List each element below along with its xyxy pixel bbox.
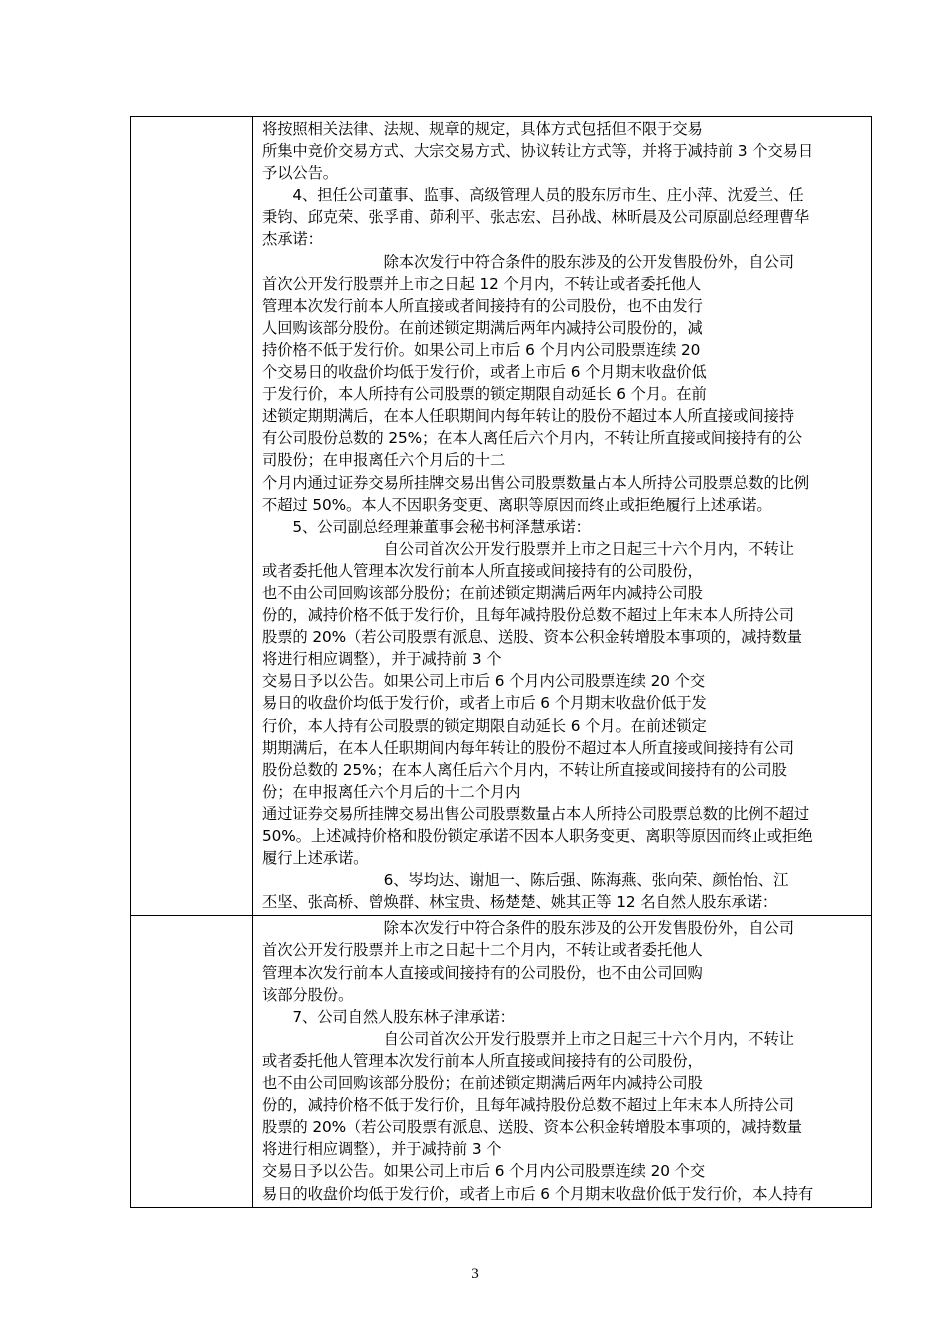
text-line: 述锁定期期满后，在本人任职期间内每年转让的股份不超过本人所直接或间接持 (262, 407, 794, 426)
label-cell (131, 916, 253, 1206)
text-line: 该部分股份。 (262, 985, 354, 1004)
text-line: 除本次发行中符合条件的股东涉及的公开发售股份外，自公司 (262, 919, 794, 938)
text-line: 有公司股份总数的 25%；在本人离任后六个月内，不转让所直接或间接持有的公 (262, 429, 802, 448)
content-cell (253, 916, 871, 1206)
text-line: 通过证券交易所挂牌交易出售公司股票数量占本人所持公司股票总数的比例不超过 (262, 804, 810, 823)
text-line: 易日的收盘价均低于发行价，或者上市后 6 个月期末收盘价低于发行价，本人持有 (262, 1184, 814, 1203)
label-cell (131, 117, 253, 915)
text-line: 4、担任公司董事、监事、高级管理人员的股东厉市生、庄小萍、沈爱兰、任 (262, 186, 804, 205)
text-line: 份的，减持价格不低于发行价，且每年减持股份总数不超过上年末本人所持公司 (262, 1096, 794, 1115)
text-line: 易日的收盘价均低于发行价，或者上市后 6 个月期末收盘价低于发 (262, 694, 707, 713)
text-line: 自公司首次公开发行股票并上市之日起三十六个月内，不转让 (262, 539, 794, 558)
text-line: 股票的 20%（若公司股票有派息、送股、资本公积金转增股本事项的，减持数量 (262, 1118, 802, 1137)
text-line: 股份总数的 25%；在本人离任后六个月内，不转让所直接或间接持有的公司股 (262, 760, 787, 779)
text-line: 将进行相应调整），并于减持前 3 个 (262, 650, 502, 669)
text-line: 所集中竞价交易方式、大宗交易方式、协议转让方式等，并将于减持前 3 个交易日 (262, 142, 814, 161)
text-line: 将按照相关法律、法规、规章的规定，具体方式包括但不限于交易 (262, 120, 703, 138)
text-line: 管理本次发行前本人直接或间接持有的公司股份，也不由公司回购 (262, 963, 703, 982)
text-line: 首次公开发行股票并上市之日起 12 个月内，不转让或者委托他人 (262, 274, 702, 293)
table-row (131, 117, 871, 915)
text-line: 份；在申报离任六个月后的十二个月内 (262, 782, 521, 801)
text-line: 除本次发行中符合条件的股东涉及的公开发售股份外，自公司 (262, 252, 794, 271)
text-line: 不超过 50%。本人不因职务变更、离职等原因而终止或拒绝履行上述承诺。 (262, 495, 772, 514)
text-line: 个交易日的收盘价均低于发行价，或者上市后 6 个月期末收盘价低 (262, 363, 707, 382)
text-line: 履行上述承诺。 (262, 849, 369, 868)
content-cell (253, 117, 871, 915)
text-line: 司股份；在申报离任六个月后的十二 (262, 451, 506, 470)
text-line: 持价格不低于发行价。如果公司上市后 6 个月内公司股票连续 20 (262, 340, 701, 359)
text-line: 管理本次发行前本人所直接或者间接持有的公司股份，也不由发行 (262, 296, 703, 315)
page-number: 3 (471, 1266, 479, 1282)
text-line: 秉钧、邱克荣、张孚甫、茆利平、张志宏、吕孙战、林昕晨及公司原副总经理曹华 (262, 208, 810, 227)
commitment-table (130, 116, 872, 1208)
text-line: 也不由公司回购该部分股份；在前述锁定期满后两年内减持公司股 (262, 1074, 703, 1093)
text-line: 期期满后，在本人任职期间内每年转让的股份不超过本人所直接或间接持有公司 (262, 738, 794, 757)
text-line: 予以公告。 (262, 164, 338, 183)
text-line: 交易日予以公告。如果公司上市后 6 个月内公司股票连续 20 个交 (262, 1162, 706, 1181)
text-line: 首次公开发行股票并上市之日起十二个月内，不转让或者委托他人 (262, 941, 703, 960)
text-line: 或者委托他人管理本次发行前本人所直接或间接持有的公司股份， (262, 561, 703, 580)
text-line: 份的，减持价格不低于发行价，且每年减持股份总数不超过上年末本人所持公司 (262, 606, 794, 625)
text-line: 也不由公司回购该部分股份；在前述锁定期满后两年内减持公司股 (262, 583, 703, 602)
text-line: 7、公司自然人股东林子津承诺： (262, 1007, 515, 1026)
text-line: 交易日予以公告。如果公司上市后 6 个月内公司股票连续 20 个交 (262, 672, 706, 691)
text-line: 或者委托他人管理本次发行前本人所直接或间接持有的公司股份， (262, 1051, 703, 1070)
text-line: 股票的 20%（若公司股票有派息、送股、资本公积金转增股本事项的，减持数量 (262, 628, 802, 647)
text-line: 5、公司副总经理兼董事会秘书柯泽慧承诺： (262, 517, 591, 536)
text-line: 行价，本人持有公司股票的锁定期限自动延长 6 个月。在前述锁定 (262, 716, 707, 735)
text-line: 人回购该部分股份。在前述锁定期满后两年内减持公司股份的，减 (262, 318, 703, 337)
text-line: 自公司首次公开发行股票并上市之日起三十六个月内，不转让 (262, 1029, 794, 1048)
text-line: 杰承诺： (262, 230, 323, 249)
text-line: 于发行价，本人所持有公司股票的锁定期限自动延长 6 个月。在前 (262, 385, 707, 404)
text-line: 50%。上述减持价格和股份锁定承诺不因本人职务变更、离职等原因而终止或拒绝 (262, 827, 813, 845)
text-line: 丕坚、张高桥、曾焕群、林宝贵、杨楚楚、姚其正等 12 名自然人股东承诺： (262, 893, 778, 912)
table-row (131, 915, 871, 1206)
text-line: 6、岑均达、谢旭一、陈后强、陈海燕、张向荣、颜怡怡、江 (262, 871, 789, 890)
text-line: 个月内通过证券交易所挂牌交易出售公司股票数量占本人所持公司股票总数的比例 (262, 473, 810, 492)
text-line: 将进行相应调整），并于减持前 3 个 (262, 1140, 502, 1159)
